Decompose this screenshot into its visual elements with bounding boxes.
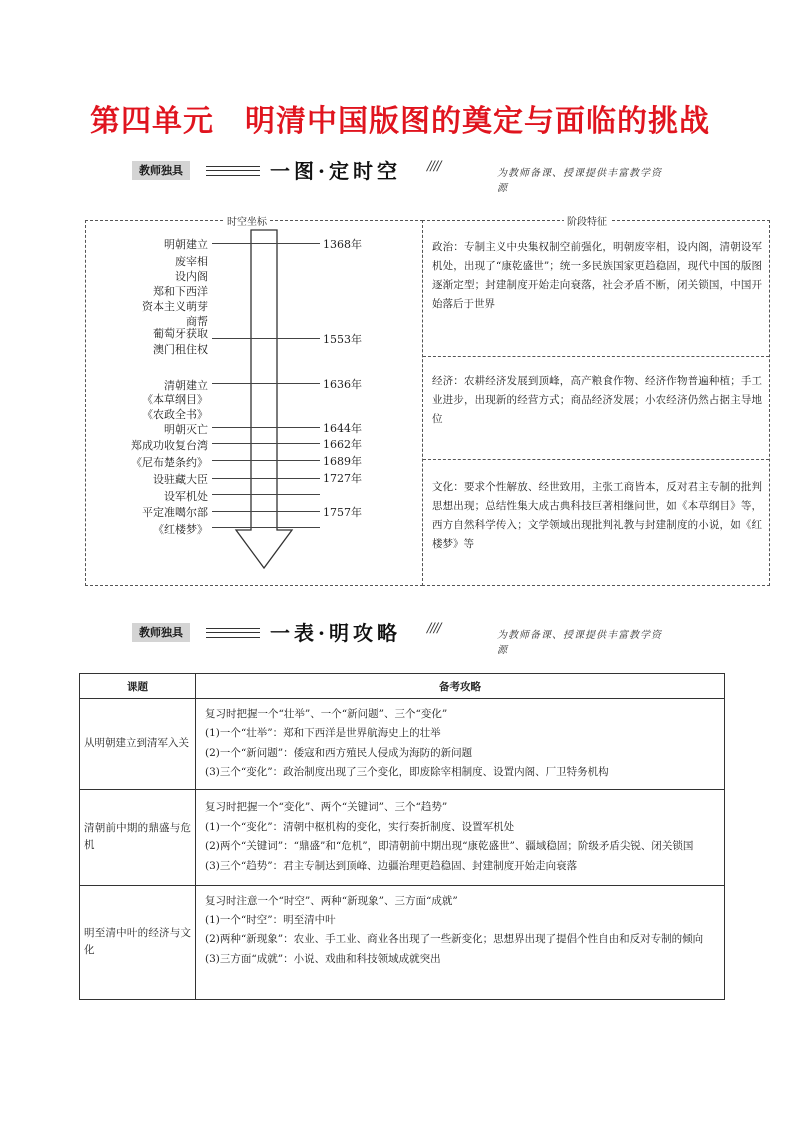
table-row [80,885,725,999]
event-label: 清朝建立 [164,379,208,392]
row-line: (2)两个“关键词”：“鼎盛”和“危机”，即清朝前中期出现“康乾盛世”、疆域稳固；阶级矛盾尖锐、闭关锁国 [205,840,694,853]
row-line: (3)三个“趋势”：君主专制达到顶峰、边疆治理更趋稳固、封建制度开始走向衰落 [205,859,578,872]
strategy-table [79,673,725,1000]
event-label: 设驻藏大臣 [153,473,208,486]
features-label: 阶段特征 [564,213,610,228]
event-label: 《尼布楚条约》 [131,456,208,469]
event-label: 设军机处 [164,490,208,503]
event-label: 废宰相 [175,255,208,268]
decor-lines [206,166,260,176]
year-label: 1689年 [323,455,362,468]
section-heading: 一表·明攻略 [270,621,401,645]
event-label: 郑和下西洋 [153,285,208,298]
event-label: 平定准噶尔部 [142,506,208,519]
row-line: 复习时把握一个“壮举”、一个“新问题”、三个“变化” [205,708,448,720]
section-header-map [132,159,672,194]
page-title: 第四单元 明清中国版图的奠定与面临的挑战 [90,104,710,139]
event-label: 葡萄牙获取 [153,327,208,340]
feature-politics: 政治：专制主义中央集权制空前强化，明朝废宰相，设内阁，清朝设军机处，出现了“康乾盛世”；统一多民族国家更趋稳固，现代中国的版图逐渐定型；封建制度开始走向衰落，社会矛盾不断，闭关锁国，中国开始落后于世界 [432,241,762,310]
teacher-tag: 教师独具 [132,623,190,642]
year-label: 1644年 [323,422,362,435]
row-line: (3)三个“变化”：政治制度出现了三个变化，即废除宰相制度、设置内阁、厂卫特务机构 [205,766,609,779]
col-header: 课题 [80,674,196,699]
year-label: 1662年 [323,438,362,451]
event-label: 澳门租住权 [153,343,208,356]
section-desc: 为教师备课、授课提供丰富教学资源 [497,168,662,194]
row-line: 复习时注意一个“时空”、两种“新现象”、三方面“成就” [205,894,458,907]
event-label: 商帮 [186,315,208,328]
row-topic: 清朝前中期的鼎盛与危机 [80,789,196,885]
table-header-row [80,674,725,699]
timeline-arrow [232,228,296,572]
year-label: 1636年 [323,378,362,391]
row-line: (3)三方面“成就”：小说、戏曲和科技领域成就突出 [205,952,441,965]
row-line: (2)一个“新问题”：倭寇和西方殖民人侵成为海防的新问题 [205,746,473,759]
event-label: 郑成功收复台湾 [131,439,208,452]
feature-culture: 文化：要求个性解放、经世致用，主张工商皆本，反对君主专制的批判思想出现；总结性集大成古典科技巨著相继问世，如《本草纲目》等，西方自然科学传入；文学领域出现批判礼教与封建制度的小说，如《红楼梦》等 [432,481,762,550]
row-line: (1)一个“时空”：明至清中叶 [205,914,336,927]
event-label: 《农政全书》 [142,408,208,421]
section-desc: 为教师备课、授课提供丰富教学资源 [497,630,662,656]
timeline-label: 时空坐标 [224,213,270,228]
table-row [80,699,725,790]
row-line: (1)一个“壮举”：郑和下西洋是世界航海史上的壮举 [205,727,441,740]
teacher-tag: 教师独具 [132,161,190,180]
divider [423,356,769,357]
row-line: 复习时把握一个“变化”、两个“关键词”、三个“趋势” [205,801,448,814]
event-label: 资本主义萌芽 [142,300,208,313]
event-label: 《红楼梦》 [153,523,208,536]
event-label: 明朝建立 [164,238,208,251]
row-topic: 从明朝建立到清军入关 [80,699,196,790]
decor-slashes: //// [427,159,441,174]
year-label: 1368年 [323,238,362,251]
section-heading: 一图·定时空 [270,159,401,183]
table-row [80,789,725,885]
year-label: 1727年 [323,472,362,485]
col-header: 备考攻略 [196,674,725,699]
row-line: (1)一个“变化”：清朝中枢机构的变化，实行奏折制度、设置军机处 [205,820,515,833]
event-label: 设内阁 [175,270,208,283]
section-header-table [132,621,672,656]
event-label: 明朝灭亡 [164,423,208,436]
year-label: 1757年 [323,506,362,519]
row-line: (2)两种“新现象”：农业、手工业、商业各出现了一些新变化；思想界出现了提倡个性自由和反对专制的倾向 [205,933,704,946]
divider [423,459,769,460]
event-label: 《本草纲目》 [142,393,208,406]
feature-economy: 经济：农耕经济发展到顶峰，高产粮食作物、经济作物普遍种植；手工业进步，出现新的经营方式；商品经济发展；小农经济仍然占据主导地位 [432,375,762,425]
row-topic: 明至清中叶的经济与文化 [80,885,196,999]
decor-slashes: //// [427,621,441,636]
decor-lines [206,628,260,638]
year-label: 1553年 [323,333,362,346]
